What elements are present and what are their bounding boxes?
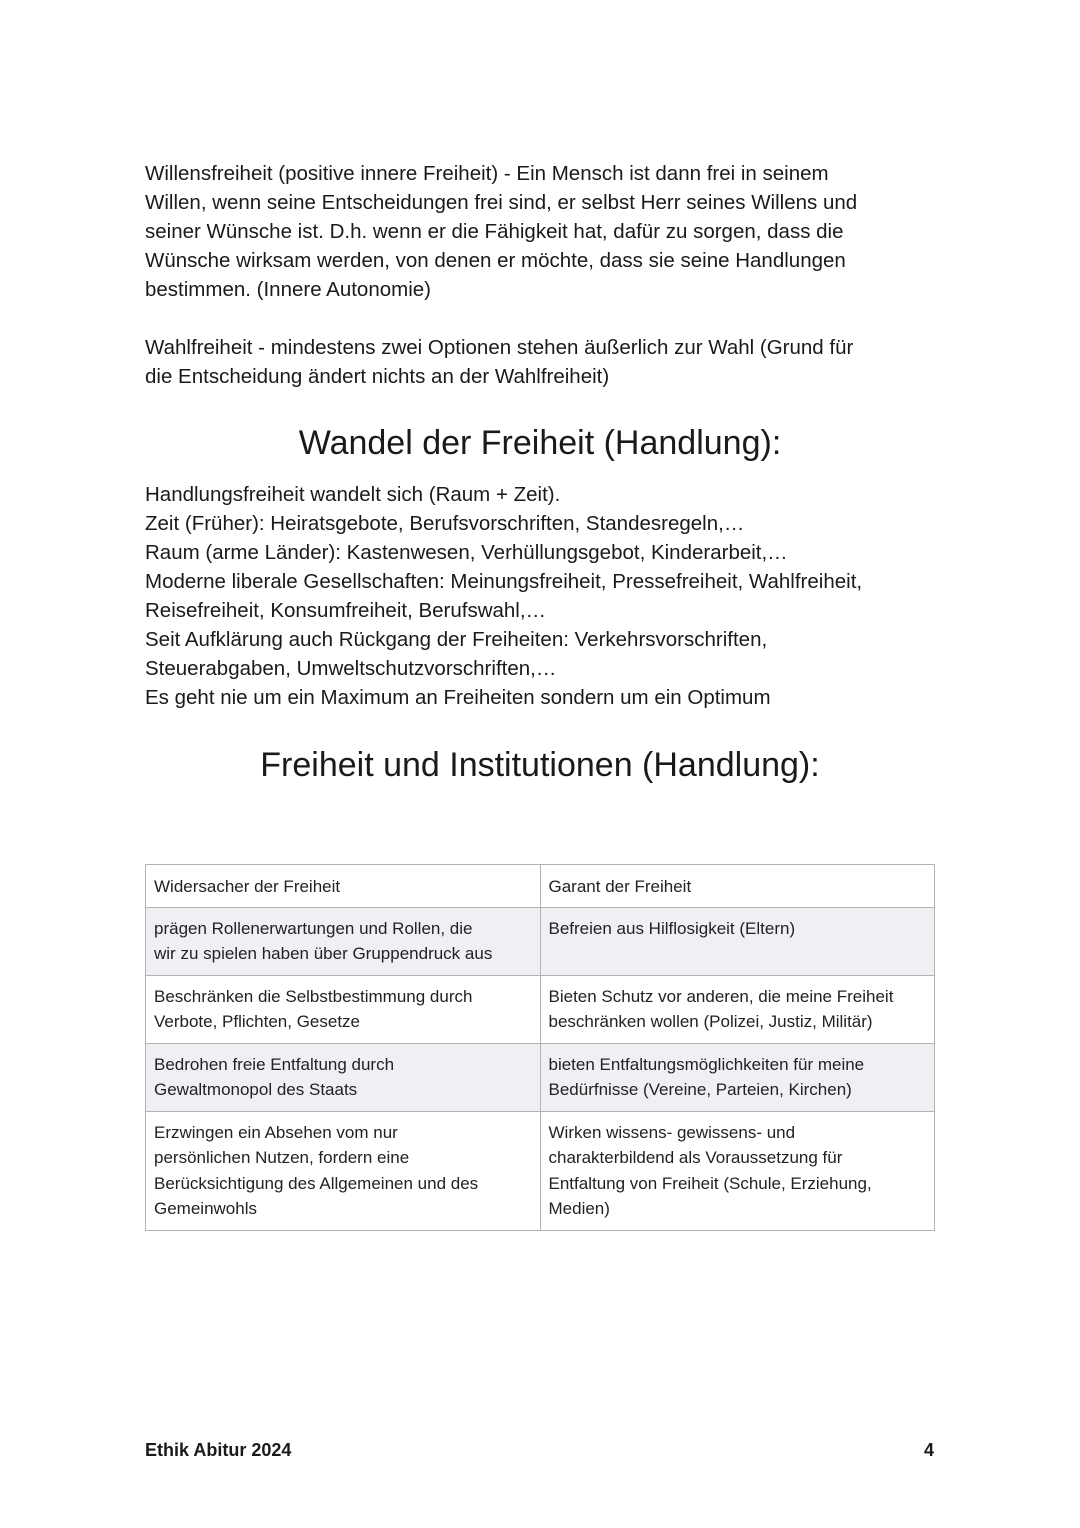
table-header-cell: Garant der Freiheit [540,865,935,908]
table-header-row [146,865,935,908]
cell-line: bieten Entfaltungsmöglichkeiten für meine [548,1054,865,1074]
table-cell [540,907,935,975]
cell-line: Beschränken die Selbstbestimmung durch [154,986,473,1006]
cell-line: Entfaltung von Freiheit (Schule, Erziehung, [548,1173,872,1193]
text-line: Seit Aufklärung auch Rückgang der Freiheiten: Verkehrsvorschriften, [145,628,768,651]
text-line: Willensfreiheit (positive innere Freiheit) - Ein Mensch ist dann frei in seinem [145,162,829,185]
cell-line: Gemeinwohls [154,1199,257,1218]
table-cell [540,1111,935,1230]
table-cell [146,975,541,1043]
text-line: Wünsche wirksam werden, von denen er möchte, dass sie seine Handlungen [145,249,846,272]
cell-line: beschränken wollen (Polizei, Justiz, Militär) [548,1012,873,1031]
table-row [146,1111,935,1230]
cell-line: persönlichen Nutzen, fordern eine [154,1148,410,1167]
wandel-paragraph [145,480,945,712]
cell-line: Bieten Schutz vor anderen, die meine Freiheit [548,986,894,1006]
text-line: Raum (arme Länder): Kastenwesen, Verhüllungsgebot, Kinderarbeit,… [145,541,788,564]
cell-line: Gewaltmonopol des Staats [154,1080,358,1099]
willensfreiheit-paragraph [145,159,945,304]
text-line: Wahlfreiheit - mindestens zwei Optionen stehen äußerlich zur Wahl (Grund für [145,336,854,359]
cell-line: Medien) [548,1199,610,1218]
table-cell [146,1043,541,1111]
table-cell [146,907,541,975]
cell-line: Wirken wissens- gewissens- und [548,1122,796,1142]
table-row [146,907,935,975]
text-line: Reisefreiheit, Konsumfreiheit, Berufswahl,… [145,599,547,622]
cell-line: wir zu spielen haben über Gruppendruck aus [154,944,493,963]
section-heading-institutionen: Freiheit und Institutionen (Handlung): [260,746,820,784]
text-line: Handlungsfreiheit wandelt sich (Raum + Zeit). [145,483,561,506]
cell-line: Verbote, Pflichten, Gesetze [154,1012,361,1031]
footer-title: Ethik Abitur 2024 [145,1440,292,1460]
cell-line: prägen Rollenerwartungen und Rollen, die [154,918,473,938]
table-row [146,1043,935,1111]
table-cell [146,1111,541,1230]
text-line: Steuerabgaben, Umweltschutzvorschriften,… [145,657,557,680]
institutions-table [145,864,935,1231]
table-row [146,975,935,1043]
text-line: die Entscheidung ändert nichts an der Wahlfreiheit) [145,365,610,388]
text-line: seiner Wünsche ist. D.h. wenn er die Fähigkeit hat, dafür zu sorgen, dass die [145,220,844,243]
cell-line: Berücksichtigung des Allgemeinen und des [154,1173,479,1193]
text-line: Willen, wenn seine Entscheidungen frei sind, er selbst Herr seines Willens und [145,191,858,214]
table-header-cell: Widersacher der Freiheit [146,865,541,908]
cell-line: Bedürfnisse (Vereine, Parteien, Kirchen) [548,1080,852,1099]
text-line: bestimmen. (Innere Autonomie) [145,278,431,301]
cell-line: Bedrohen freie Entfaltung durch [154,1054,395,1074]
cell-line: charakterbildend als Voraussetzung für [548,1148,843,1167]
table-cell [540,1043,935,1111]
section-heading-wandel: Wandel der Freiheit (Handlung): [298,424,782,462]
cell-line: Befreien aus Hilflosigkeit (Eltern) [548,918,796,938]
table-cell [540,975,935,1043]
text-line: Moderne liberale Gesellschaften: Meinungsfreiheit, Pressefreiheit, Wahlfreiheit, [145,570,863,593]
text-line: Zeit (Früher): Heiratsgebote, Berufsvorschriften, Standesregeln,… [145,512,745,535]
page-number: 4 [923,1440,934,1460]
wahlfreiheit-paragraph [145,333,945,391]
cell-line: Erzwingen ein Absehen vom nur [154,1122,398,1142]
text-line: Es geht nie um ein Maximum an Freiheiten sondern um ein Optimum [145,686,771,709]
